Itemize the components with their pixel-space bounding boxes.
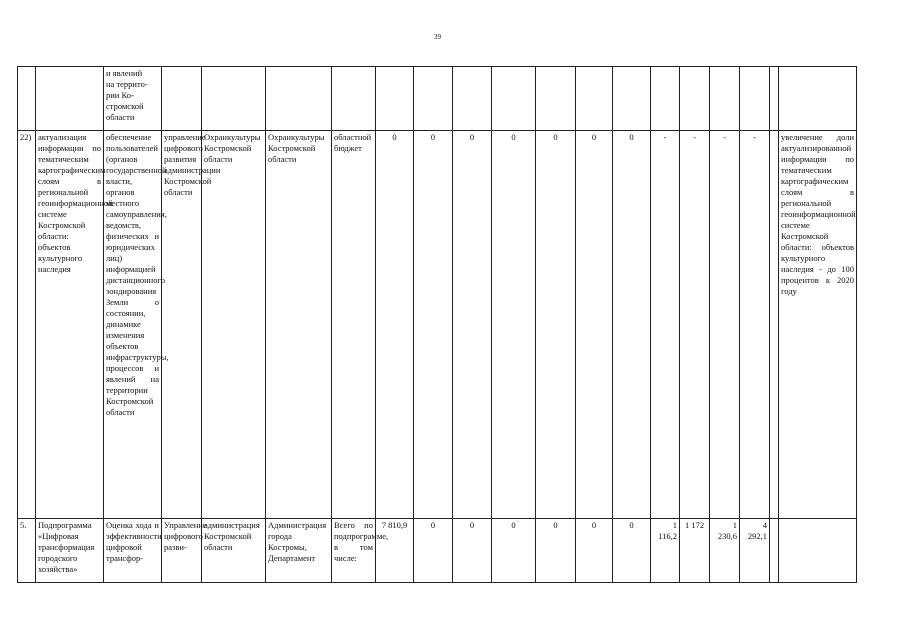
cell-empty — [332, 67, 376, 131]
table-row-22 — [18, 131, 857, 519]
page-number: 39 — [434, 33, 441, 41]
cell-empty — [779, 519, 857, 583]
measure-name: актуализация информации по тематическим картографическим слоям в региональной геоинформационной системе Костромской области: объектов культурного наследия — [36, 131, 104, 519]
funding-source: Всего по подпрограмме, в том числе: — [332, 519, 376, 583]
cell-empty — [36, 67, 104, 131]
cell-empty — [536, 67, 576, 131]
value-cell: 0 — [536, 519, 576, 583]
value-cell: 0 — [453, 131, 492, 519]
executor: администрация Костромской области — [202, 519, 266, 583]
value-cell: 0 — [492, 131, 536, 519]
subprogram-purpose: Оценка хода и эффективности цифровой трансфор- — [104, 519, 162, 583]
cell-empty — [376, 67, 414, 131]
cell-empty — [492, 67, 536, 131]
co-executor: управление цифрового развития администрации Костромской области — [162, 131, 202, 519]
cell-empty — [651, 67, 680, 131]
value-cell: 0 — [613, 519, 651, 583]
funding-source: областной бюджет — [332, 131, 376, 519]
value-cell: - — [740, 131, 770, 519]
value-cell: 0 — [492, 519, 536, 583]
cell-empty — [740, 67, 770, 131]
value-cell: 1 116,2 — [651, 519, 680, 583]
value-cell: 1 230,6 — [710, 519, 740, 583]
cell-empty — [18, 67, 36, 131]
value-cell: - — [651, 131, 680, 519]
cell-empty — [453, 67, 492, 131]
responsible-executor: Администрация города Костромы, Департамент — [266, 519, 332, 583]
value-cell: 0 — [536, 131, 576, 519]
value-cell: 0 — [414, 131, 453, 519]
measure-purpose: обеспечение пользователей (органов государственной власти, органов местного самоуправления, ведомств, физических и юридических лиц) информацией дистанционного зондирования Земли о состоянии, динамике изменения объектов инфраструктуры, процессов и явлений на территории Костромской области — [104, 131, 162, 519]
cell-empty — [162, 67, 202, 131]
row-number: 22) — [18, 131, 36, 519]
total-value: 7 810,9 — [376, 519, 414, 583]
cell-empty — [710, 67, 740, 131]
cell-empty — [613, 67, 651, 131]
value-cell: - — [710, 131, 740, 519]
expected-result: увеличение доли актуализированной информации по тематическим картографическим слоям в региональной геоинформационной системе Костромской области: объектов культурного наследия - до 100 процентов к 2020 году — [779, 131, 857, 519]
executor: Охранкультуры Костромской области — [202, 131, 266, 519]
value-cell: 0 — [453, 519, 492, 583]
cell-empty — [414, 67, 453, 131]
subprogram-name: Подпрограмма «Цифровая трансформация городского хозяйства» — [36, 519, 104, 583]
co-executor: Управление цифрового разви- — [162, 519, 202, 583]
responsible-executor: Охранкультуры Костромской области — [266, 131, 332, 519]
value-cell: 0 — [414, 519, 453, 583]
cell-empty — [779, 67, 857, 131]
value-cell: 0 — [576, 131, 613, 519]
cell-empty — [680, 67, 710, 131]
table-row-5 — [18, 519, 857, 583]
cell-purpose-continued: и явлений на террито- рии Ко- стромской области — [104, 67, 162, 131]
cell-empty — [770, 131, 779, 519]
table-row-continued — [18, 67, 857, 131]
cell-empty — [770, 67, 779, 131]
cell-empty — [202, 67, 266, 131]
value-cell: 0 — [376, 131, 414, 519]
value-cell: 1 172 — [680, 519, 710, 583]
program-table — [17, 66, 857, 583]
value-cell: 4 292,1 — [740, 519, 770, 583]
value-cell: 0 — [613, 131, 651, 519]
value-cell: - — [680, 131, 710, 519]
value-cell: 0 — [576, 519, 613, 583]
cell-empty — [576, 67, 613, 131]
cell-empty — [770, 519, 779, 583]
row-number: 5. — [18, 519, 36, 583]
cell-empty — [266, 67, 332, 131]
